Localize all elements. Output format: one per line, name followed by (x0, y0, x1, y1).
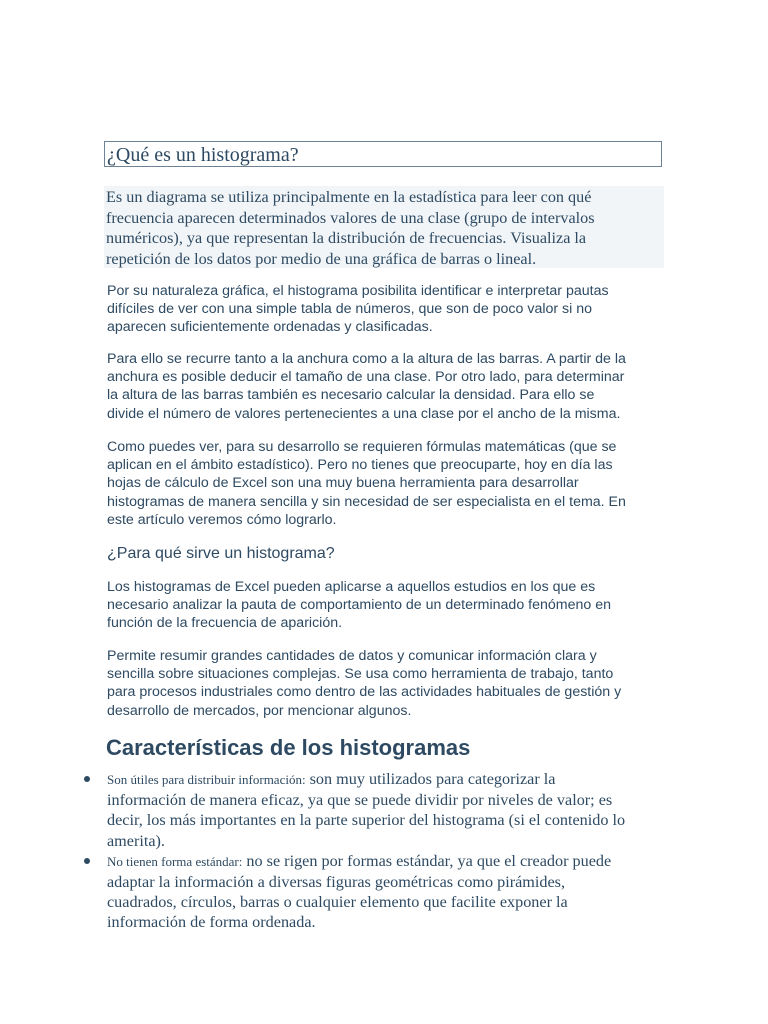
paragraph-line: Para ello se recurre tanto a la anchura como a la altura de las barras. A partir de la (107, 351, 626, 367)
paragraph-anchura (107, 350, 667, 423)
paragraph-line: Permite resumir grandes cantidades de datos y comunicar información clara y (107, 648, 597, 664)
bullet-dot-icon (84, 776, 90, 782)
paragraph-line: función de la frecuencia de aparición. (107, 615, 343, 632)
paragraph-line: difíciles de ver con una simple tabla de números, que son de poco valor si no (107, 301, 593, 318)
bullet-item (80, 769, 680, 851)
bullet-line: información de manera eficaz, ya que se puede dividir por niveles de valor; es (107, 791, 613, 810)
paragraph-line: para procesos industriales como dentro de las actividades habituales de gestión y (107, 684, 622, 701)
bullet-first-line (107, 769, 680, 790)
bullet-text: son muy utilizados para categorizar la (305, 770, 556, 788)
bullet-line: amerita). (107, 831, 165, 850)
bullet-line: adaptar la información a diversas figuras geométricas como pirámides, (107, 873, 566, 892)
paragraph-line: anchura es posible deducir el tamaño de una clase. Por otro lado, para determinar (107, 369, 625, 386)
paragraph-naturaleza (107, 282, 667, 337)
intro-line: Es un diagrama se utiliza principalmente en la estadística para leer con qué (106, 188, 592, 206)
section-title: Características de los histogramas (106, 735, 471, 760)
bullet-text: no se rigen por formas estándar, ya que el creador puede (242, 851, 612, 870)
paragraph-line: aparecen suficientemente ordenadas y clasificadas. (107, 319, 433, 336)
paragraph-line: desarrollo de mercados, por mencionar algunos. (107, 702, 412, 719)
paragraph-line: Por su naturaleza gráfica, el histograma posibilita identificar e interpretar pautas (107, 283, 609, 299)
bullet-dot-icon (84, 858, 90, 864)
bullet-item (80, 851, 680, 933)
bullet-line: decir, los más importantes en la parte superior del histograma (si el contenido lo (107, 811, 626, 830)
paragraph-line: aplican en el ámbito estadístico). Pero no tienes que preocuparte, hoy en día las (107, 457, 613, 474)
page-title: ¿Qué es un histograma? (104, 141, 662, 167)
intro-line: frecuencia aparecen determinados valores de una clase (grupo de intervalos (106, 208, 595, 227)
intro-highlight-box (104, 186, 664, 268)
bullet-lead: No tienen forma estándar: (107, 853, 243, 869)
paragraph-line: hojas de cálculo de Excel son una muy buena herramienta para desarrollar (107, 475, 579, 492)
paragraph-line: sencilla sobre situaciones complejas. Se usa como herramienta de trabajo, tanto (107, 666, 614, 683)
paragraph-line: Los histogramas de Excel pueden aplicarse a aquellos estudios en los que es (107, 579, 596, 595)
bullet-line: cuadrados, círculos, barras o cualquier elemento que facilite exponer la (107, 893, 568, 912)
paragraph-line: la altura de las barras también es necesario calcular la densidad. Para ello se (107, 387, 595, 404)
subheading: ¿Para qué sirve un histograma? (107, 545, 335, 562)
paragraph-resumir (107, 647, 667, 720)
paragraph-line: divide el número de valores pertenecientes a una clase por el ancho de la misma. (107, 405, 621, 422)
paragraph-line: histogramas de manera sencilla y sin necesidad de ser especialista en el tema. En (107, 493, 626, 510)
paragraph-formulas (107, 438, 667, 529)
paragraph-line: necesario analizar la pauta de comportamiento de un determinado fenómeno en (107, 597, 611, 614)
paragraph-line: este artículo veremos cómo lograrlo. (107, 511, 337, 528)
paragraph-excel (107, 578, 667, 633)
bullet-first-line (107, 851, 680, 872)
bullet-lead: Son útiles para distribuir información: (107, 772, 306, 787)
bullet-line: información de forma ordenada. (107, 913, 316, 932)
intro-line: numéricos), ya que representan la distribución de frecuencias. Visualiza la (106, 229, 587, 247)
intro-line: repetición de los datos por medio de una gráfica de barras o lineal. (106, 249, 537, 268)
paragraph-line: Como puedes ver, para su desarrollo se requieren fórmulas matemáticas (que se (107, 439, 617, 455)
bullet-list (80, 769, 680, 933)
